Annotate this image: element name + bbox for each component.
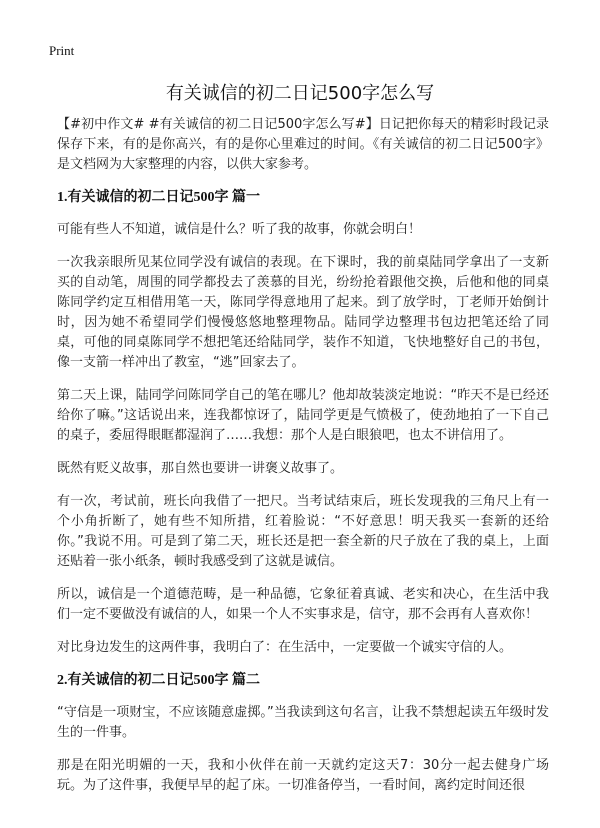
section-heading-1: 1.有关诚信的初二日记500字 篇一 <box>57 190 260 205</box>
paragraph: 既然有贬义故事，那自然也要讲一讲褒义故事了。 <box>57 461 344 476</box>
page-title: 有关诚信的初二日记500字怎么写 <box>165 83 435 104</box>
intro-paragraph: 【#初中作文# #有关诚信的初二日记500字怎么写#】日记把你每天的精彩时段记录保存下来，有的是你高兴，有的是你心里难过的时间。《有关诚信的初二日记500字》是文档网为大家整理的内容，以供大家参考。 <box>57 117 549 172</box>
paragraph: 可能有些人不知道，诚信是什么？听了我的故事，你就会明白！ <box>57 222 422 237</box>
print-link[interactable]: Print <box>49 43 75 58</box>
paragraph: 对比身边发生的这两件事，我明白了：在生活中，一定要做一个诚实守信的人。 <box>57 640 513 655</box>
paragraph: 一次我亲眼所见某位同学没有诚信的表现。在下课时，我的前桌陆同学拿出了一支新买的自动笔，周围的同学都投去了羡慕的目光，纷纷抢着跟他交换，后他和他的同桌陈同学约定互相借用笔一天，陈同学得意地用了起来。到了放学时，丁老师开始倒计时，因为她不希望同学们慢慢悠悠地整理物品。陆同学边整理书包边把笔还给了同桌，可他的同桌陈同学不想把笔还给陆同学，装作不知道，飞快地整好自己的书包，像一支箭一样冲出了教室，“逃”回家去了。 <box>57 255 549 370</box>
article-body <box>57 115 549 809</box>
paragraph: 那是在阳光明媚的一天，我和小伙伴在前一天就约定这天7：30分一起去健身广场玩。为了这件事，我便早早的起了床。一切准备停当，一看时间，离约定时间还很 <box>57 758 549 793</box>
paragraph: 第二天上课，陆同学问陈同学自己的笔在哪儿？他却故装淡定地说：“昨天不是已经还给你了嘛。”这话说出来，连我都惊讶了，陆同学更是气愤极了，使劲地拍了一下自己的桌子，委屈得眼眶都湿润了……我想：那个人是白眼狼吧，也太不讲信用了。 <box>57 388 549 443</box>
paragraph: 有一次，考试前，班长向我借了一把尺。当考试结束后，班长发现我的三角尺上有一个小角折断了，她有些不知所措，红着脸说：“不好意思！明天我买一套新的还给你。”我说不用。可是到了第二天，班长还是把一套全新的尺子放在了我的桌上，上面还贴着一张小纸条，顿时我感受到了这就是诚信。 <box>57 494 549 569</box>
paragraph: 所以，诚信是一个道德范畴，是一种品德，它象征着真诚、老实和决心，在生活中我们一定不要做没有诚信的人，如果一个人不实事求是，信守，那不会再有人喜欢你！ <box>57 587 549 622</box>
section-heading-2: 2.有关诚信的初二日记500字 篇二 <box>57 673 260 688</box>
paragraph: “守信是一项财宝，不应该随意虚掷。”当我读到这句名言，让我不禁想起读五年级时发生的一件事。 <box>57 705 549 740</box>
